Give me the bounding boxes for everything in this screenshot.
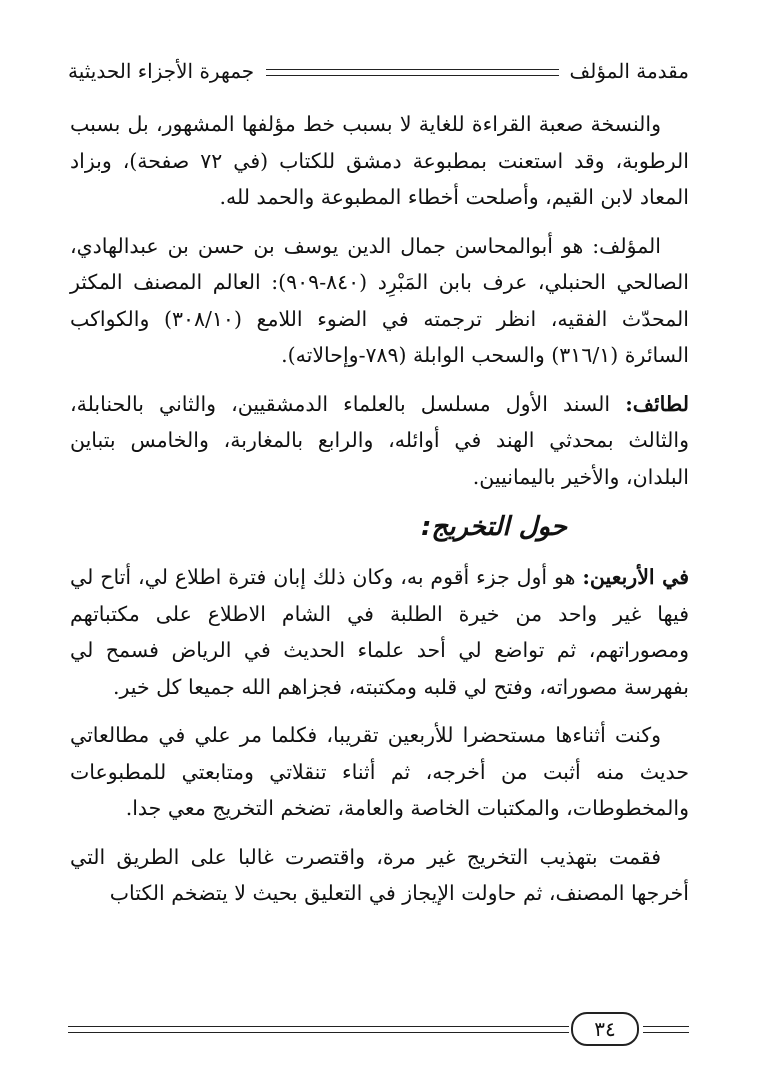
page-footer [68, 1012, 689, 1046]
arbaeen-lead: في الأربعين: [582, 565, 689, 589]
header-double-rule [266, 69, 559, 76]
running-header [68, 56, 689, 90]
footer-rule-right [643, 1026, 689, 1033]
page-number: ٣٤ [571, 1012, 639, 1046]
paragraph-takhrij-growth: وكنت أثناءها مستحضرا للأربعين تقريبا، فكلما مر علي في مطالعاتي حديث منه أثبت من أخرجه، ثم أثناء تنقلاتي ومتابعتي للمطبوعات والمخطوطات، والمكتبات الخاصة والعامة، تضخم التخريج معي جدا. [70, 723, 689, 820]
paragraph-lataif: لطائف: السند الأول مسلسل بالعلماء الدمشقيين، والثاني بالحنابلة، والثالث بمحدثي الهند في أوائله، والرابع بالمغاربة، والخامس بتباين البلدان، والأخير باليمانيين. [70, 391, 689, 489]
footer-rule-left [68, 1026, 569, 1033]
main-text [70, 106, 689, 924]
paragraph-author-bio: المؤلف: هو أبوالمحاسن جمال الدين يوسف بن حسن بن عبدالهادي، الصالحي الحنبلي، عرف بابن المَبْرِد (٨٤٠-٩٠٩): العالم المصنف المكثر المحدّث الفقيه، انظر ترجمته في الضوء اللامع (٣٠٨/١٠) والكواكب السائرة (٣١٦/١) والسحب الوابلة (٧٨٩-وإحالاته). [70, 233, 689, 367]
section-title: مقدمة المؤلف [569, 59, 689, 83]
book-title: جمهرة الأجزاء الحديثية [68, 59, 255, 83]
paragraph-takhrij-revision: فقمت بتهذيب التخريج غير مرة، واقتصرت غالبا على الطريق التي أخرجها المصنف، ثم حاولت الإيجاز في التعليق بحيث لا يتضخم الكتاب [70, 844, 689, 905]
section-heading: حول التخريج: [421, 512, 567, 542]
lataif-lead: لطائف: [625, 391, 689, 416]
paragraph-manuscript-note: والنسخة صعبة القراءة للغاية لا بسبب خط مؤلفها المشهور، بل بسبب الرطوبة، وقد استعنت بمطبوعة دمشق للكتاب (في ٧٢ صفحة)، وبزاد المعاد لابن القيم، وأصلحت أخطاء المطبوعة والحمد لله. [70, 112, 689, 209]
paragraph-arbaeen: في الأربعين: هو أول جزء أقوم به، وكان ذلك إبان فترة اطلاع لي، أتاح لي فيها غير واحد من خيرة الطلبة في الشام الاطلاع على مكتباتهم ومصوراتهم، ثم تواضع لي أحد علماء الحديث في الرياض فسمح لي بفهرسة مصوراته، وفتح لي قلبه ومكتبته، فجزاهم الله جميعا كل خير. [70, 565, 689, 699]
